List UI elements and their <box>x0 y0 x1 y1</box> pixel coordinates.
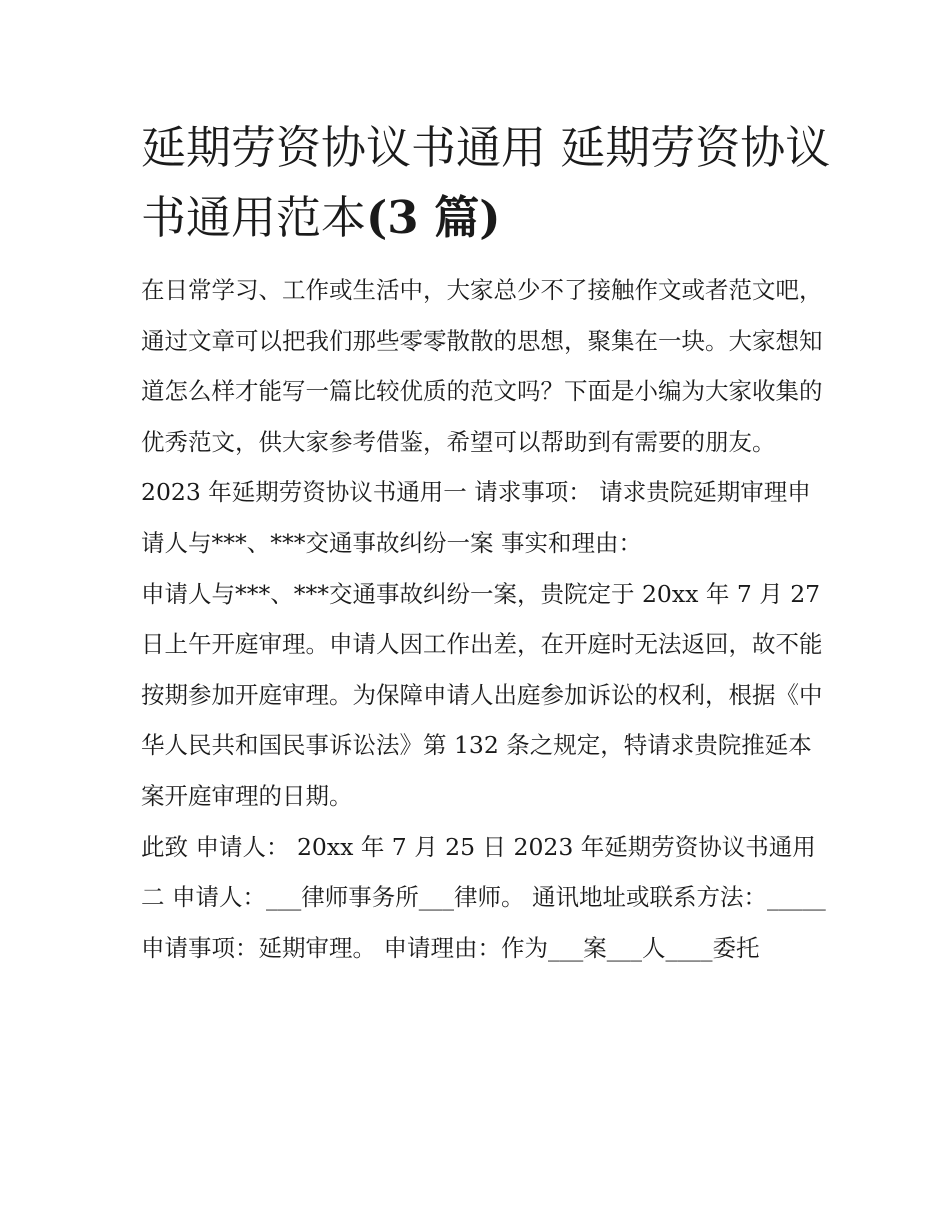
request-items-paragraph: 2023 年延期劳资协议书通用一 请求事项： 请求贵院延期审理申请人与***、***交通事故纠纷一案 事实和理由： <box>141 478 811 557</box>
intro-paragraph: 在日常学习、工作或生活中，大家总少不了接触作文或者范文吧，通过文章可以把我们那些零零散散的思想，聚集在一块。大家想知道怎么样才能写一篇比较优质的范文吗？下面是小编为大家收集的优秀范文，供大家参考借鉴，希望可以帮助到有需要的朋友。 <box>141 276 823 456</box>
document-title-main: 延期劳资协议书通用 延期劳资协议书通用范本 <box>141 121 831 244</box>
document-title-count: (3 篇) <box>366 191 501 244</box>
application-items-paragraph: 申请事项：延期审理。 申请理由：作为___案___人____委托 <box>141 933 760 962</box>
closing-applicant-paragraph: 此致 申请人： 20xx 年 7 月 25 日 2023 年延期劳资协议书通用二 申请人：___律师事务所___律师。 通讯地址或联系方法：_____ <box>141 832 826 912</box>
facts-reasons-paragraph: 申请人与***、***交通事故纠纷一案，贵院定于 20xx 年 7 月 27 日上午开庭审理。申请人因工作出差，在开庭时无法返回，故不能按期参加开庭审理。为保障申请人出庭参加诉讼的权利，根据《中华人民共和国民事诉讼法》第 132 条之规定，特请求贵院推延本案开庭审理的日期。 <box>141 579 823 810</box>
document-title <box>141 113 831 253</box>
document-content <box>141 113 831 973</box>
